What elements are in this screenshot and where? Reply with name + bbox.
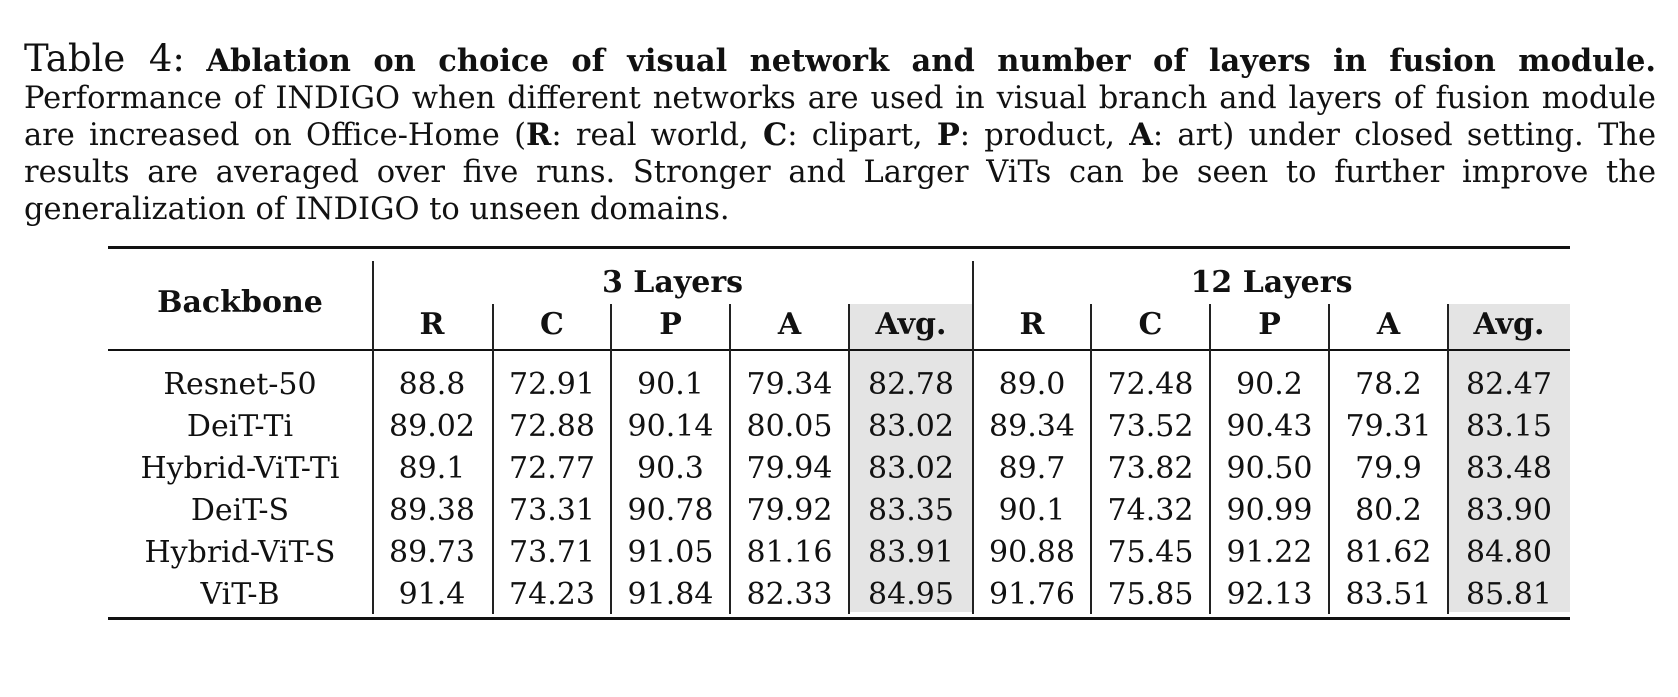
column-header-p: P (1258, 306, 1281, 342)
table-cell: 90.1 (637, 366, 704, 402)
table-cell: 88.8 (398, 366, 466, 402)
table-caption (24, 37, 1657, 228)
table-cell: 92.13 (1226, 576, 1313, 612)
column-header-r: R (1019, 306, 1045, 342)
table-cell: 74.23 (509, 576, 595, 612)
table-cell: 72.88 (509, 408, 595, 444)
row-backbone-label: Hybrid-ViT-Ti (140, 450, 340, 486)
row-backbone-label: Resnet-50 (163, 366, 317, 402)
table-cell: 80.2 (1355, 492, 1422, 528)
table-cell: 84.80 (1466, 534, 1552, 570)
column-header-c: C (540, 306, 564, 342)
row-backbone-label: ViT-B (200, 576, 280, 612)
table-cell: 73.71 (509, 534, 595, 570)
table-cell: 72.48 (1107, 366, 1194, 402)
table-cell: 79.31 (1345, 408, 1432, 444)
table-cell: 90.1 (998, 492, 1066, 528)
caption-key-p: P (936, 117, 960, 153)
table-cell: 89.34 (989, 408, 1075, 444)
row-backbone-label: DeiT-Ti (186, 408, 294, 444)
table-cell: 75.45 (1107, 534, 1194, 570)
table-cell: 83.35 (868, 492, 954, 528)
caption-key-c: C (762, 117, 788, 153)
table-cell: 89.0 (998, 366, 1066, 402)
header-rule (108, 349, 1570, 351)
table-cell: 90.2 (1236, 366, 1303, 402)
row-backbone-label: Hybrid-ViT-S (144, 534, 336, 570)
table-cell: 72.77 (509, 450, 595, 486)
table-cell: 91.22 (1226, 534, 1313, 570)
table-cell: 83.15 (1466, 408, 1552, 444)
table-cell: 89.7 (998, 450, 1066, 486)
table-cell: 90.14 (627, 408, 714, 444)
table-cell: 72.91 (509, 366, 595, 402)
column-header-c: C (1138, 306, 1163, 342)
column-header-r: R (419, 306, 445, 342)
caption-val-c: : clipart, (787, 118, 937, 153)
table-cell: 83.91 (868, 534, 954, 570)
table-cell: 83.02 (868, 408, 954, 444)
table-cell: 81.16 (746, 534, 833, 570)
table-cell: 82.47 (1466, 366, 1552, 402)
column-header-avg: Avg. (875, 306, 947, 342)
table-cell: 79.94 (746, 450, 833, 486)
table-cell: 90.50 (1226, 450, 1313, 486)
table-cell: 91.76 (989, 576, 1075, 612)
table-cell: 79.9 (1355, 450, 1422, 486)
table-cell: 84.95 (868, 576, 954, 612)
backbone-header: Backbone (157, 284, 323, 320)
table-cell: 89.38 (389, 492, 475, 528)
column-header-p: P (659, 306, 682, 342)
column-header-a: A (777, 306, 802, 342)
table-cell: 83.48 (1466, 450, 1552, 486)
table-cell: 79.92 (746, 492, 833, 528)
table-cell: 90.3 (637, 450, 704, 486)
group-header-3-layers: 3 Layers (601, 264, 744, 300)
table-cell: 89.1 (398, 450, 466, 486)
table-cell: 80.05 (746, 408, 833, 444)
table-cell: 73.31 (509, 492, 595, 528)
table-cell: 90.88 (989, 534, 1075, 570)
table-cell: 78.2 (1355, 366, 1422, 402)
caption-val-p: : product, (959, 118, 1130, 153)
table-cell: 73.82 (1107, 450, 1194, 486)
table-cell: 82.78 (868, 366, 954, 402)
table-cell: 83.51 (1345, 576, 1432, 612)
table-cell: 83.90 (1466, 492, 1552, 528)
column-header-a: A (1376, 306, 1401, 342)
table-cell: 89.02 (389, 408, 475, 444)
caption-label: Table 4: (24, 37, 185, 80)
table-cell: 83.02 (868, 450, 954, 486)
table-cell: 74.32 (1107, 492, 1194, 528)
table-cell: 90.99 (1226, 492, 1313, 528)
table-cell: 91.4 (398, 576, 466, 612)
table-cell: 90.43 (1226, 408, 1313, 444)
table-cell: 79.34 (746, 366, 833, 402)
group-header-12-layers: 12 Layers (1190, 264, 1353, 300)
table-cell: 91.84 (627, 576, 714, 612)
table-cell: 89.73 (389, 534, 475, 570)
row-backbone-label: DeiT-S (190, 492, 290, 528)
table-cell: 85.81 (1466, 576, 1552, 612)
table-cell: 81.62 (1345, 534, 1432, 570)
caption-title: Ablation on choice of visual network and number of layers in fusion module. (206, 43, 1656, 79)
table-cell: 73.52 (1107, 408, 1194, 444)
caption-val-a: : art) under closed setting. The results are averaged over five runs. Stronger and Larger ViTs can be seen to further improve the generalization of INDIGO to unseen domains. (24, 118, 1657, 227)
caption-text-1: Performance of INDIGO when different networks are used in visual branch and layers of fusion module are increased on Office-Home ( (24, 81, 1656, 153)
caption-key-r: R (526, 117, 552, 153)
table-cell: 90.78 (627, 492, 714, 528)
table-cell: 82.33 (746, 576, 833, 612)
caption-val-r: : real world, (551, 118, 763, 153)
table-cell: 91.05 (627, 534, 714, 570)
table-cell: 75.85 (1107, 576, 1194, 612)
top-rule (108, 246, 1570, 249)
caption-key-a: A (1129, 117, 1153, 153)
bottom-rule (108, 617, 1570, 620)
column-header-avg: Avg. (1473, 306, 1545, 342)
